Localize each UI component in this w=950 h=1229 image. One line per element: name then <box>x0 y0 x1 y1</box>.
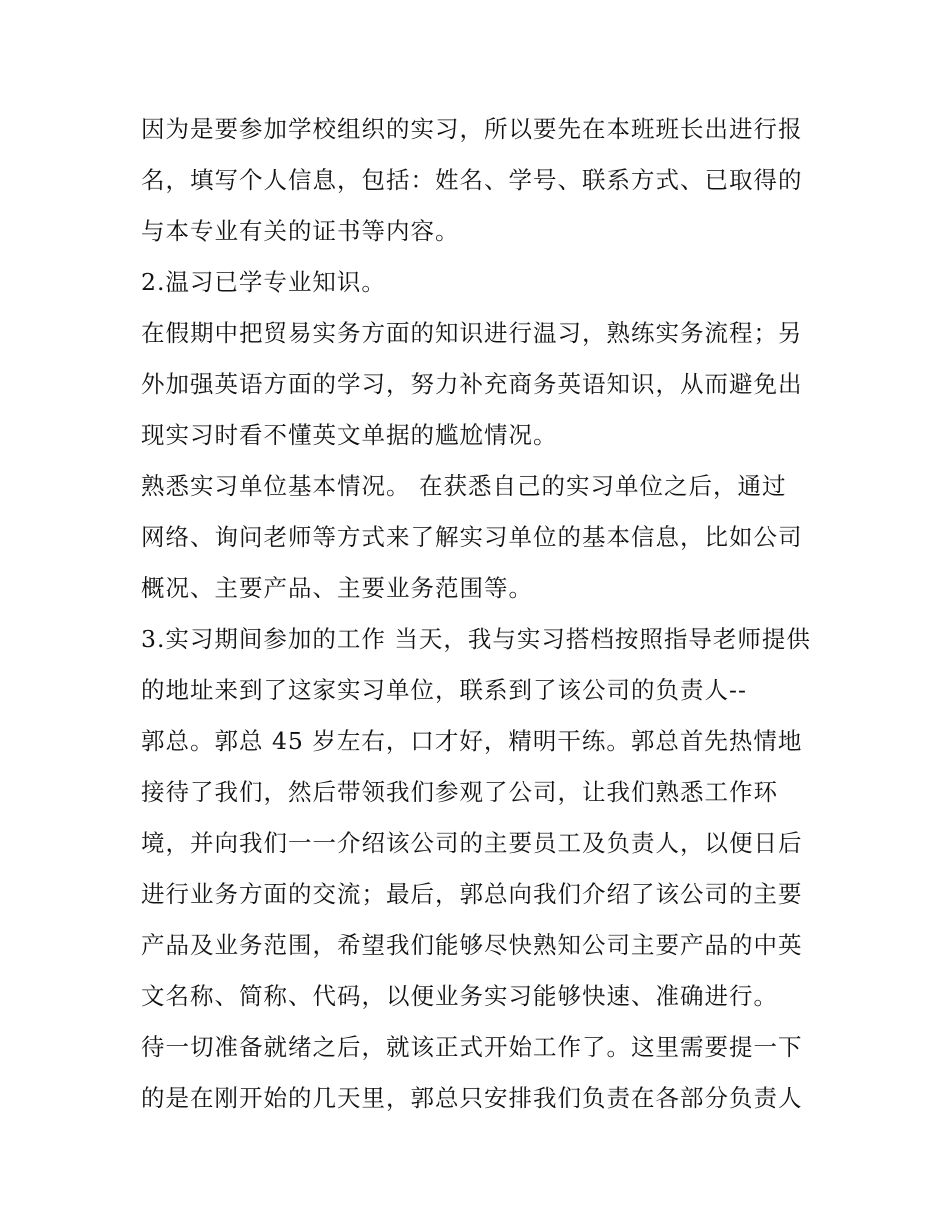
text-line: 因为是要参加学校组织的实习，所以要先在本班班长出进行报 <box>141 115 803 143</box>
section-heading: 2.温习已学专业知识。 <box>141 268 386 296</box>
text-line: 待一切准备就绪之后，就该正式开始工作了。这里需要提一下 <box>141 1033 803 1061</box>
text-line: 文名称、简称、代码，以便业务实习能够快速、准确进行。 <box>141 982 778 1010</box>
text-line: 在假期中把贸易实务方面的知识进行温习，熟练实务流程；另 <box>141 319 803 347</box>
text-line: 的是在刚开始的几天里，郭总只安排我们负责在各部分负责人 <box>141 1084 803 1112</box>
text-line: 现实习时看不懂英文单据的尴尬情况。 <box>141 421 558 449</box>
text-line: 郭总。郭总 45 岁左右，口才好，精明干练。郭总首先热情地 <box>141 727 803 755</box>
text-line: 进行业务方面的交流；最后，郭总向我们介绍了该公司的主要 <box>141 880 803 908</box>
text-line: 产品及业务范围，希望我们能够尽快熟知公司主要产品的中英 <box>141 931 803 959</box>
text-line: 熟悉实习单位基本情况。 在获悉自己的实习单位之后，通过 <box>141 472 787 500</box>
text-line: 与本专业有关的证书等内容。 <box>141 217 460 245</box>
section-heading: 3.实习期间参加的工作 当天，我与实习搭档按照指导老师提供 <box>141 625 811 653</box>
text-line: 的地址来到了这家实习单位，联系到了该公司的负责人-- <box>141 676 747 704</box>
text-line: 境，并向我们一一介绍该公司的主要员工及负责人，以便日后 <box>141 829 803 857</box>
text-line: 概况、主要产品、主要业务范围等。 <box>141 574 533 602</box>
text-line: 外加强英语方面的学习，努力补充商务英语知识，从而避免出 <box>141 370 803 398</box>
text-line: 名，填写个人信息，包括：姓名、学号、联系方式、已取得的 <box>141 166 803 194</box>
text-line: 网络、询问老师等方式来了解实习单位的基本信息，比如公司 <box>141 523 803 551</box>
document-body <box>141 104 821 1124</box>
text-line: 接待了我们，然后带领我们参观了公司，让我们熟悉工作环 <box>141 778 778 806</box>
